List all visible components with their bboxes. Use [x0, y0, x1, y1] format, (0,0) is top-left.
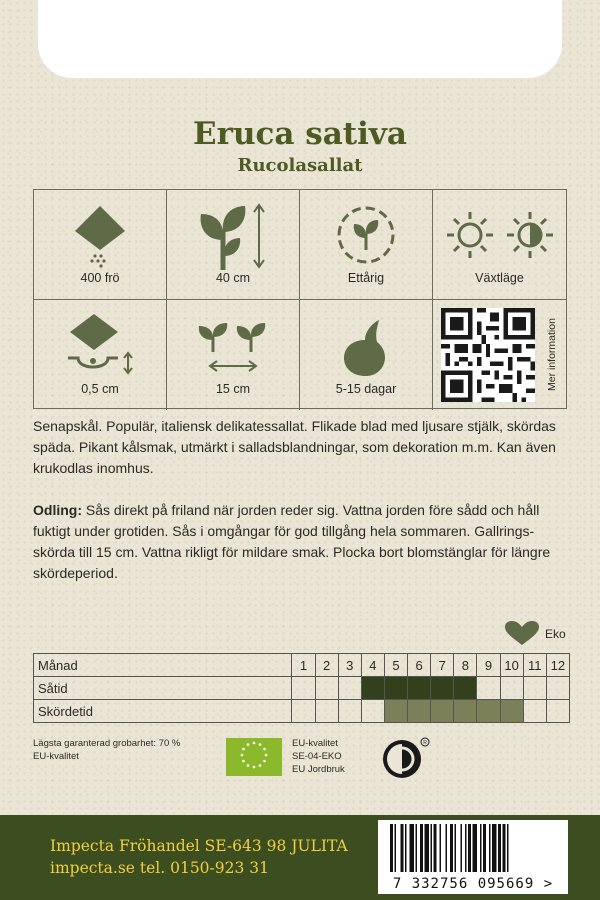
description: Senapskål. Populär, italiensk delikatessallat. Flikade blad med ljusare stjälk, skördas späda. Pikant kålsmak, utmärkt i salladsblandningar, som dekoration m.m. Kan även krukodlas inomhus. — [33, 418, 556, 476]
barcode-bar — [483, 824, 486, 872]
eko-badge — [503, 620, 573, 646]
sow-month-cell — [523, 677, 546, 700]
green-dot-icon — [380, 736, 430, 780]
company-address: Impecta Fröhandel SE-643 98 JULITA — [50, 837, 348, 855]
barcode-bar — [498, 824, 501, 872]
cultivation-heading: Odling: — [33, 502, 82, 518]
sow-row-label: Såtid — [34, 677, 292, 700]
barcode-bar — [410, 824, 415, 872]
barcode-bar — [420, 824, 423, 872]
depth-label: 0,5 cm — [81, 382, 119, 396]
harvest-month-cell — [477, 700, 500, 723]
barcode-bar — [492, 824, 497, 872]
sow-month-cell — [408, 677, 431, 700]
month-cell: 10 — [500, 654, 523, 677]
page-title: Eruca sativa — [193, 116, 407, 152]
barcode-bar — [468, 824, 471, 872]
harvest-month-cell — [384, 700, 407, 723]
month-cell: 11 — [523, 654, 546, 677]
month-cell: 9 — [477, 654, 500, 677]
barcode-bar — [461, 824, 463, 872]
sow-month-cell — [292, 677, 315, 700]
eu-code-text: SE-04-EKO — [292, 751, 342, 762]
harvest-month-cell — [338, 700, 361, 723]
lifecycle-cell — [300, 190, 433, 300]
eu-agriculture-text: EU Jordbruk — [292, 764, 345, 775]
heart-icon — [503, 620, 541, 646]
barcode-bar — [434, 824, 437, 872]
harvest-month-cell — [361, 700, 384, 723]
barcode-bar — [425, 824, 430, 872]
barcode-bar — [503, 824, 506, 872]
location-cell — [433, 190, 566, 300]
barcode-bar — [395, 824, 397, 872]
barcode-bar — [416, 824, 418, 872]
month-cell: 4 — [361, 654, 384, 677]
harvest-row-label: Skördetid — [34, 700, 292, 723]
germination-rate-text: Lägsta garanterad grobarhet: 70 % — [33, 738, 181, 749]
sun-halfshade-icon — [440, 200, 560, 270]
germination-label: 5-15 dagar — [335, 382, 397, 396]
cultivation-text — [33, 500, 573, 584]
barcode-number: 7 332756 095669 > — [392, 876, 554, 892]
page-subtitle: Rucolasallat — [237, 155, 363, 176]
plant-height-icon — [193, 200, 273, 272]
height-label: 40 cm — [215, 271, 251, 285]
sow-month-cell — [315, 677, 338, 700]
sow-month-cell — [500, 677, 523, 700]
eu-quality-text: EU-kvalitet — [292, 738, 338, 749]
barcode — [378, 820, 568, 894]
month-row-label: Månad — [34, 654, 292, 677]
qr-cell — [433, 300, 566, 410]
month-cell: 2 — [315, 654, 338, 677]
seed-count-label: 400 frö — [80, 271, 120, 285]
eu-certification — [292, 737, 345, 776]
harvest-month-cell — [292, 700, 315, 723]
barcode-bar — [390, 824, 393, 872]
annual-cycle-icon — [331, 200, 401, 270]
barcode-bar — [455, 824, 457, 872]
sow-month-cell — [338, 677, 361, 700]
harvest-month-cell — [454, 700, 477, 723]
spacing-label: 15 cm — [215, 382, 251, 396]
sow-month-cell — [477, 677, 500, 700]
location-label: Växtläge — [475, 271, 524, 285]
barcode-bar — [489, 824, 491, 872]
harvest-month-cell — [546, 700, 569, 723]
eu-organic-leaf-icon — [226, 738, 282, 776]
month-cell: 3 — [338, 654, 361, 677]
qr-code-icon[interactable] — [441, 308, 535, 402]
germination-note — [33, 737, 180, 763]
eko-label: Eko — [545, 627, 566, 641]
hanger-cutout — [38, 0, 562, 78]
depth-cell — [34, 300, 167, 410]
more-info-label: Mer information — [546, 318, 558, 392]
barcode-bar — [480, 824, 482, 872]
lifecycle-label: Ettårig — [347, 271, 385, 285]
barcode-bar — [473, 824, 478, 872]
harvest-month-cell — [315, 700, 338, 723]
sow-month-cell — [361, 677, 384, 700]
month-cell: 6 — [408, 654, 431, 677]
sowing-depth-icon — [60, 310, 140, 380]
barcode-bar — [431, 824, 433, 872]
spacing-cell — [167, 300, 300, 410]
sowing-calendar — [33, 653, 570, 723]
sow-month-cell — [546, 677, 569, 700]
barcode-bar — [507, 824, 509, 872]
harvest-month-cell — [500, 700, 523, 723]
plant-spacing-icon — [193, 310, 273, 380]
barcode-bar — [440, 824, 442, 872]
month-cell: 12 — [546, 654, 569, 677]
month-cell: 8 — [454, 654, 477, 677]
sprouting-seed-icon — [331, 310, 401, 380]
harvest-month-cell — [523, 700, 546, 723]
icon-grid — [33, 189, 567, 409]
barcode-bar — [405, 824, 407, 872]
month-cell: 1 — [292, 654, 315, 677]
barcode-bar — [401, 824, 404, 872]
month-cell: 5 — [384, 654, 407, 677]
sow-month-cell — [384, 677, 407, 700]
harvest-month-cell — [431, 700, 454, 723]
month-cell: 7 — [431, 654, 454, 677]
company-contact: impecta.se tel. 0150-923 31 — [50, 859, 270, 877]
barcode-bar — [465, 824, 467, 872]
calendar-harvest-row — [34, 700, 570, 723]
cultivation-body: Sås direkt på friland när jorden reder sig. Vattna jorden före sådd och håll fuktigt under grotiden. Sås i omgångar för god tillgång hela sommaren. Gallrings-skörda till 15 cm. Vattna rikligt för mildare smak. Plocka bort blomstänglar för längre skördeperiod. — [33, 502, 551, 581]
height-cell — [167, 190, 300, 300]
barcode-bar — [446, 824, 448, 872]
barcode-bar — [450, 824, 453, 872]
seeds-cell — [34, 190, 167, 300]
germination-cell — [300, 300, 433, 410]
calendar-sow-row — [34, 677, 570, 700]
sow-month-cell — [454, 677, 477, 700]
seed-packet-icon — [65, 200, 135, 270]
sow-month-cell — [431, 677, 454, 700]
germination-quality-text: EU-kvalitet — [33, 751, 79, 762]
svg-text:R: R — [423, 740, 427, 746]
calendar-month-row — [34, 654, 570, 677]
barcode-bars — [378, 820, 568, 874]
harvest-month-cell — [408, 700, 431, 723]
